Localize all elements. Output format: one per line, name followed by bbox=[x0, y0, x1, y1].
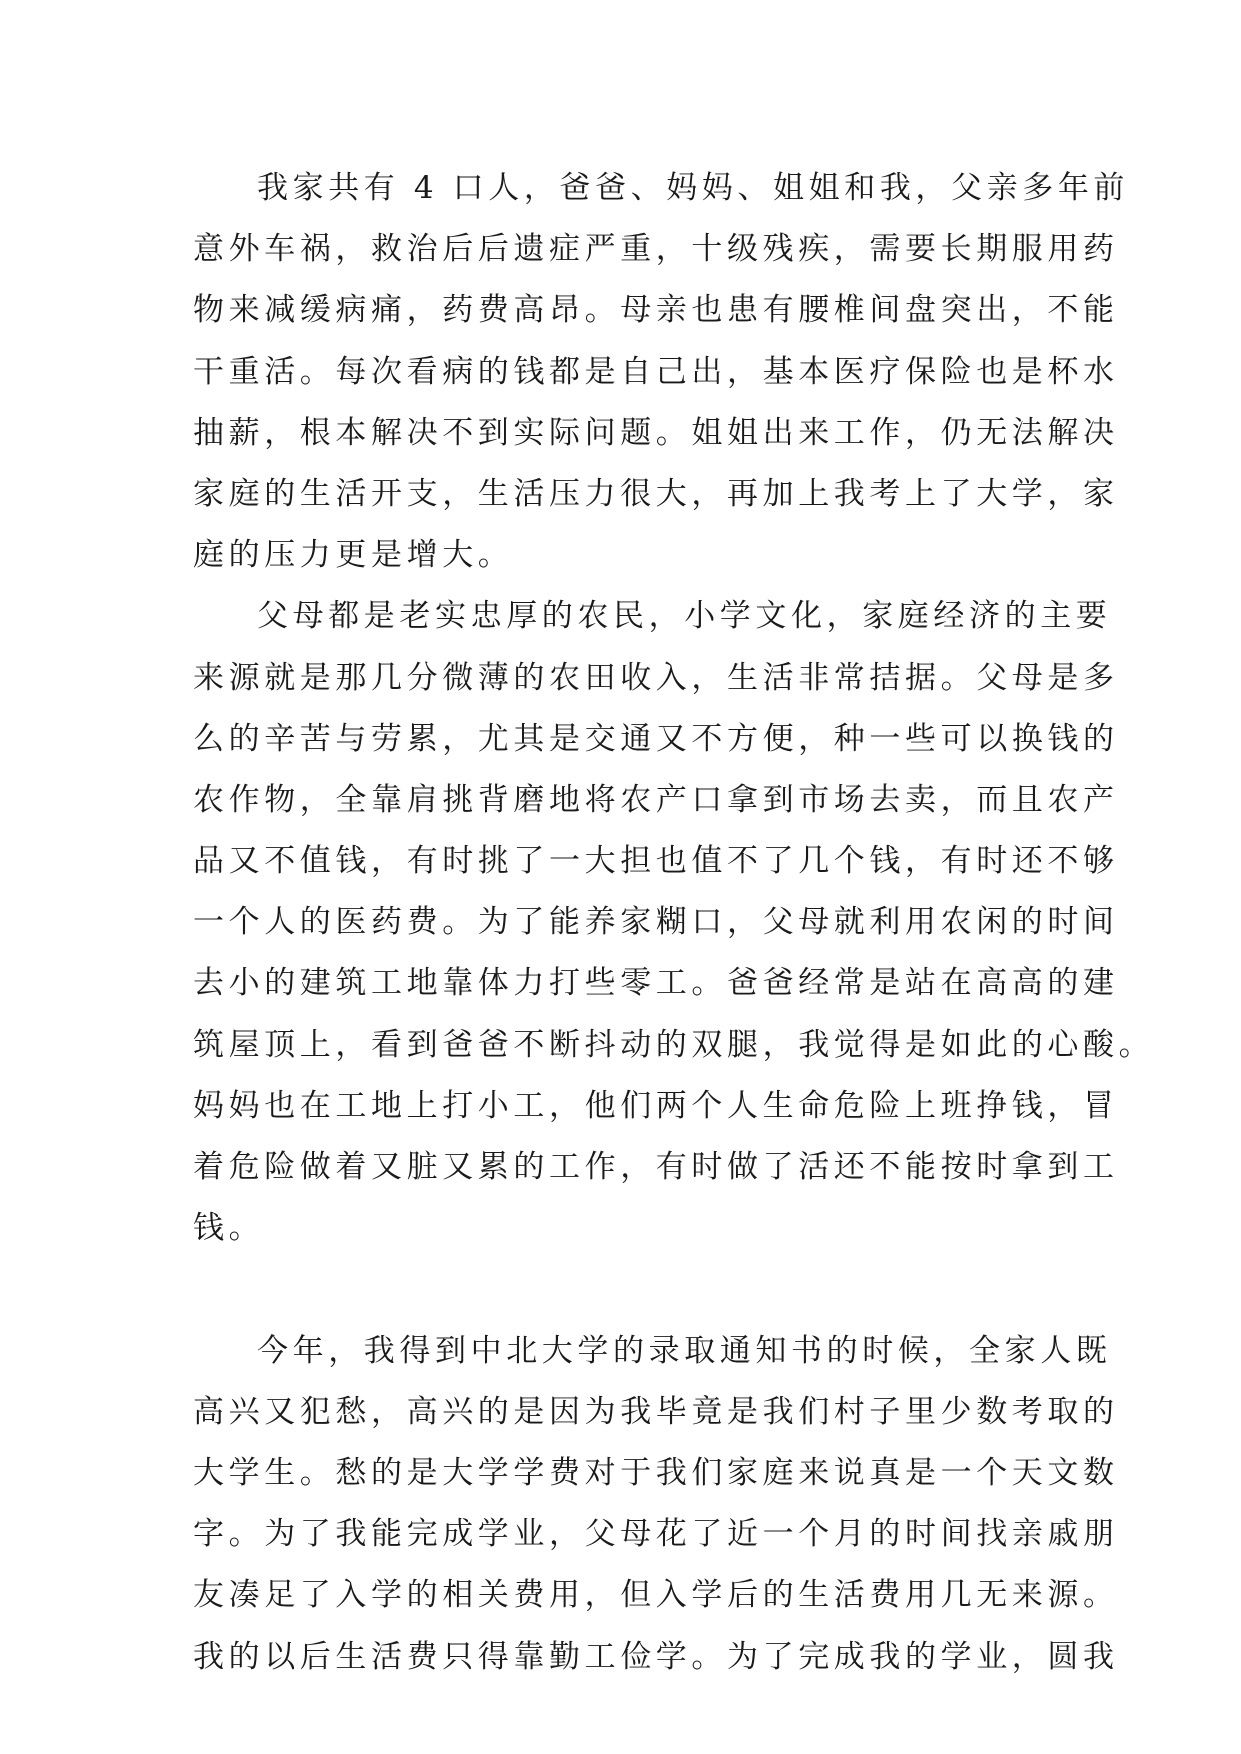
text-line: 妈妈也在工地上打小工，他们两个人生命危险上班挣钱，冒 bbox=[193, 1087, 1119, 1124]
text-line: 高兴又犯愁，高兴的是因为我毕竟是我们村子里少数考取的 bbox=[193, 1393, 1119, 1430]
text-line: 意外车祸，救治后后遗症严重，十级残疾，需要长期服用药 bbox=[193, 231, 1119, 268]
paragraph-2 bbox=[193, 586, 1155, 1320]
text-line: 今年，我得到中北大学的录取通知书的时候，全家人既 bbox=[257, 1332, 1112, 1369]
text-line: 农作物，全靠肩挑背磨地将农产口拿到市场去卖，而且农产 bbox=[193, 781, 1119, 818]
text-line: 品又不值钱，有时挑了一大担也值不了几个钱，有时还不够 bbox=[193, 843, 1119, 880]
text-line: 物来减缓病痛，药费高昂。母亲也患有腰椎间盘突出，不能 bbox=[193, 292, 1119, 329]
text-line: 父母都是老实忠厚的农民，小学文化，家庭经济的主要 bbox=[257, 598, 1112, 635]
text-line: 钱。 bbox=[193, 1210, 265, 1247]
text-line: 干重活。每次看病的钱都是自己出，基本医疗保险也是杯水 bbox=[193, 353, 1119, 390]
text-line: 么的辛苦与劳累，尤其是交通又不方便，种一些可以换钱的 bbox=[193, 720, 1119, 757]
text-line: 着危险做着又脏又累的工作，有时做了活还不能按时拿到工 bbox=[193, 1149, 1119, 1185]
text-line bbox=[193, 1259, 1073, 1320]
text-line: 字。为了我能完成学业，父母花了近一个月的时间找亲戚朋 bbox=[193, 1516, 1119, 1553]
text-line: 我的以后生活费只得靠勤工俭学。为了完成我的学业，圆我 bbox=[193, 1638, 1119, 1675]
body-text bbox=[193, 158, 1155, 1688]
paragraph-3 bbox=[193, 1321, 1119, 1688]
text-line: 友凑足了入学的相关费用，但入学后的生活费用几无来源。 bbox=[193, 1577, 1119, 1614]
text-line: 抽薪，根本解决不到实际问题。姐姐出来工作，仍无法解决 bbox=[193, 414, 1119, 451]
text-line: 筑屋顶上，看到爸爸不断抖动的双腿，我觉得是如此的心酸。 bbox=[193, 1026, 1155, 1063]
paragraph-1 bbox=[193, 158, 1130, 586]
text-line: 大学生。愁的是大学学费对于我们家庭来说真是一个天文数 bbox=[193, 1454, 1119, 1491]
text-line: 我家共有 4 口人，爸爸、妈妈、姐姐和我，父亲多年前 bbox=[257, 170, 1130, 206]
text-line: 去小的建筑工地靠体力打些零工。爸爸经常是站在高高的建 bbox=[193, 965, 1119, 1002]
text-line: 来源就是那几分微薄的农田收入，生活非常拮据。父母是多 bbox=[193, 659, 1119, 696]
text-line: 家庭的生活开支，生活压力很大，再加上我考上了大学，家 bbox=[193, 475, 1119, 512]
text-line: 庭的压力更是增大。 bbox=[193, 537, 514, 574]
text-line: 一个人的医药费。为了能养家糊口，父母就利用农闲的时间 bbox=[193, 904, 1119, 941]
